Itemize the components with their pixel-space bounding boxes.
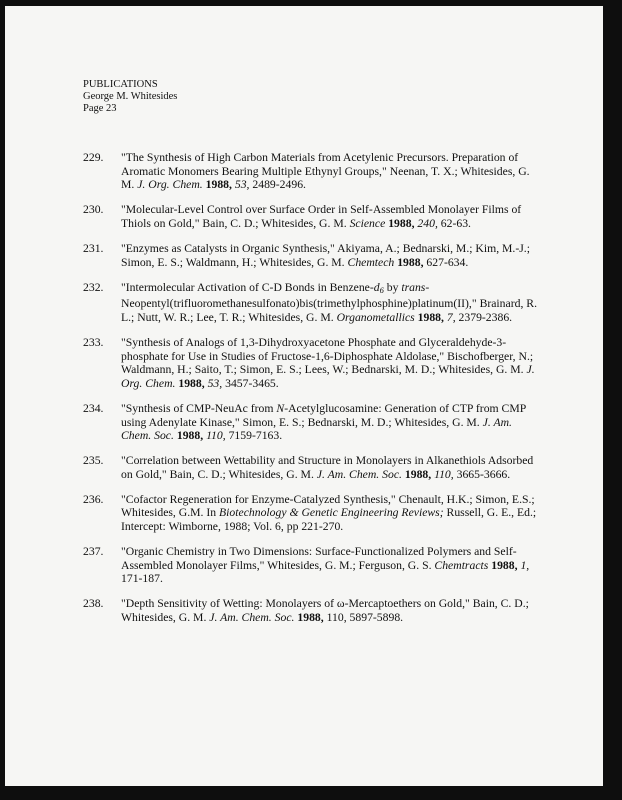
entry-journal: J. Am. Chem. Soc.	[316, 467, 402, 481]
entry-pages: 3665-3666.	[456, 467, 511, 481]
entry-title: "Synthesis of Analogs of 1,3-Dihydroxyacetone Phosphate and Glyceraldehyde-3-phosphate for Use in Studies of Fructose-1,6-Diphosphate Aldolase,"	[121, 336, 507, 363]
publication-entry	[83, 454, 543, 481]
entry-journal: J. Am. Chem. Soc.	[209, 611, 295, 625]
entry-title: "Molecular-Level Control over Surface Order in Self-Assembled Monolayer Films of Thiols on Gold,"	[121, 203, 522, 230]
entry-pages: 2489-2496.	[252, 178, 306, 192]
document-page	[5, 6, 603, 786]
entry-journal: J. Am. Chem. Soc.	[121, 415, 512, 443]
entry-volume: 7,	[446, 310, 456, 324]
entry-number: 230.	[83, 203, 104, 217]
entry-number: 229.	[83, 151, 104, 164]
entry-authors: Bain, C. D.; Whitesides, G. M.	[169, 467, 314, 481]
entry-number: 232.	[83, 280, 104, 294]
entry-number: 238.	[83, 597, 104, 611]
entry-title-part: by	[383, 280, 402, 294]
entry-pages: 2379-2386.	[458, 310, 513, 324]
entry-year: 1988,	[404, 467, 432, 481]
entry-authors: Bain, C. D.; Whitesides, G. M.	[121, 597, 529, 625]
publication-list	[83, 151, 543, 636]
entry-number: 231.	[83, 241, 104, 255]
entry-year: 1988,	[491, 558, 518, 572]
entry-title-part: "Synthesis of CMP-NeuAc from	[121, 401, 277, 415]
entry-volume: 53,	[207, 376, 223, 390]
page-header	[83, 79, 177, 115]
entry-journal: J. Org. Chem.	[137, 178, 203, 192]
entry-number: 234.	[83, 401, 104, 415]
entry-journal: Chemtech	[347, 255, 395, 269]
entry-year: 1988,	[388, 216, 415, 230]
entry-title: "The Synthesis of High Carbon Materials from Acetylenic Precursors. Preparation of Aromatic Monomers Bearing Multiple Ethynyl Groups,"	[121, 151, 519, 178]
entry-journal: Chemtracts	[434, 558, 489, 572]
entry-authors: Brainard, R. L.; Nutt, W. R.; Lee, T. R.; Whitesides, G. M.	[121, 297, 538, 324]
entry-authors: Whitesides, G. M.; Ferguson, G. S.	[267, 558, 432, 572]
publication-entry	[83, 203, 543, 230]
publication-entry	[83, 336, 543, 390]
entry-number: 233.	[83, 336, 104, 350]
entry-volume: 240,	[417, 216, 438, 230]
entry-title-part: "Intermolecular Activation of C-D Bonds in Benzene-	[121, 280, 374, 294]
entry-year: 1988,	[417, 310, 444, 324]
entry-title-trans: trans	[401, 280, 426, 294]
entry-volume: 53,	[234, 178, 250, 192]
entry-journal: J. Org. Chem.	[121, 363, 535, 390]
entry-title-part: -Neopentyl(trifluoromethanesulfonato)bis(trimethylphosphine)platinum(II),"	[121, 280, 477, 311]
entry-pages: 3457-3465.	[225, 376, 279, 390]
entry-title: "Cofactor Regeneration for Enzyme-Catalyzed Synthesis,"	[121, 492, 396, 506]
entry-volume: 110,	[206, 429, 226, 443]
publication-entry	[83, 281, 543, 325]
entry-authors: Simon, E. S.; Bednarski, M. D.; Whitesides, G. M.	[242, 415, 480, 429]
entry-journal: Science	[349, 216, 386, 230]
entry-authors: Akiyama, A.; Bednarski, M.; Kim, M.-J.; Simon, E. S.; Waldmann, H.; Whitesides, G. M.	[121, 241, 530, 269]
entry-volume-pages: 110, 5897-5898.	[326, 611, 404, 625]
entry-number: 236.	[83, 492, 104, 506]
publication-entry	[83, 597, 543, 624]
entry-title: "Correlation between Wettability and Structure in Monolayers in Alkanethiols Adsorbed on Gold,"	[121, 454, 534, 481]
publication-entry	[83, 402, 543, 443]
entry-title: "Enzymes as Catalysts in Organic Synthesis,"	[121, 241, 335, 255]
publication-entry	[83, 151, 543, 192]
entry-pages: 7159-7163.	[228, 429, 283, 443]
header-title: PUBLICATIONS	[83, 79, 158, 90]
header-page-number: Page 23	[83, 103, 117, 114]
entry-title-part: -Acetylglucosamine: Generation of CTP from CMP using Adenylate Kinase,"	[121, 401, 526, 429]
publication-entry	[83, 242, 543, 269]
entry-authors: Chenault, H.K.; Simon, E.S.; Whitesides, G.M. In	[121, 492, 535, 520]
entry-number: 237.	[83, 545, 104, 559]
entry-year: 1988,	[178, 376, 205, 390]
entry-year: 1988,	[297, 611, 324, 625]
entry-year: 1988,	[205, 178, 232, 192]
entry-authors: Neenan, T. X.; Whitesides, G. M.	[121, 164, 530, 192]
entry-title: "Organic Chemistry in Two Dimensions: Surface-Functionalized Polymers and Self-Assembled Monolayer Films,"	[121, 545, 517, 572]
entry-title-italic-n: N	[276, 401, 285, 415]
entry-volume: 110,	[434, 467, 454, 481]
entry-pages: 171-187.	[121, 572, 163, 586]
entry-number: 235.	[83, 454, 104, 468]
header-author: George M. Whitesides	[83, 91, 178, 102]
publication-entry	[83, 545, 543, 586]
entry-pages: 627-634.	[426, 255, 469, 269]
entry-year: 1988,	[176, 429, 204, 443]
entry-year: 1988,	[397, 255, 424, 269]
publication-entry	[83, 493, 543, 534]
entry-volume: 1,	[520, 558, 530, 572]
entry-title: "Depth Sensitivity of Wetting: Monolayers of ω-Mercaptoethers on Gold,"	[121, 597, 470, 611]
entry-authors: Bain, C. D.; Whitesides, G. M.	[202, 216, 347, 230]
entry-journal: Organometallics	[336, 310, 415, 324]
entry-book-title: Biotechnology & Genetic Engineering Reviews;	[219, 506, 444, 520]
entry-pages: 62-63.	[440, 216, 471, 230]
entry-title-subscript: 6	[379, 284, 384, 295]
entry-title-symbol: d	[373, 280, 380, 294]
entry-details: Russell, G. E., Ed.; Intercept: Wimborne, 1988; Vol. 6, pp 221-270.	[121, 506, 537, 534]
entry-authors: Bischofberger, N.; Waldmann, H.; Saito, T.; Simon, E. S.; Lees, W.; Bednarski, M. D.; Whitesides, G. M.	[121, 349, 534, 377]
